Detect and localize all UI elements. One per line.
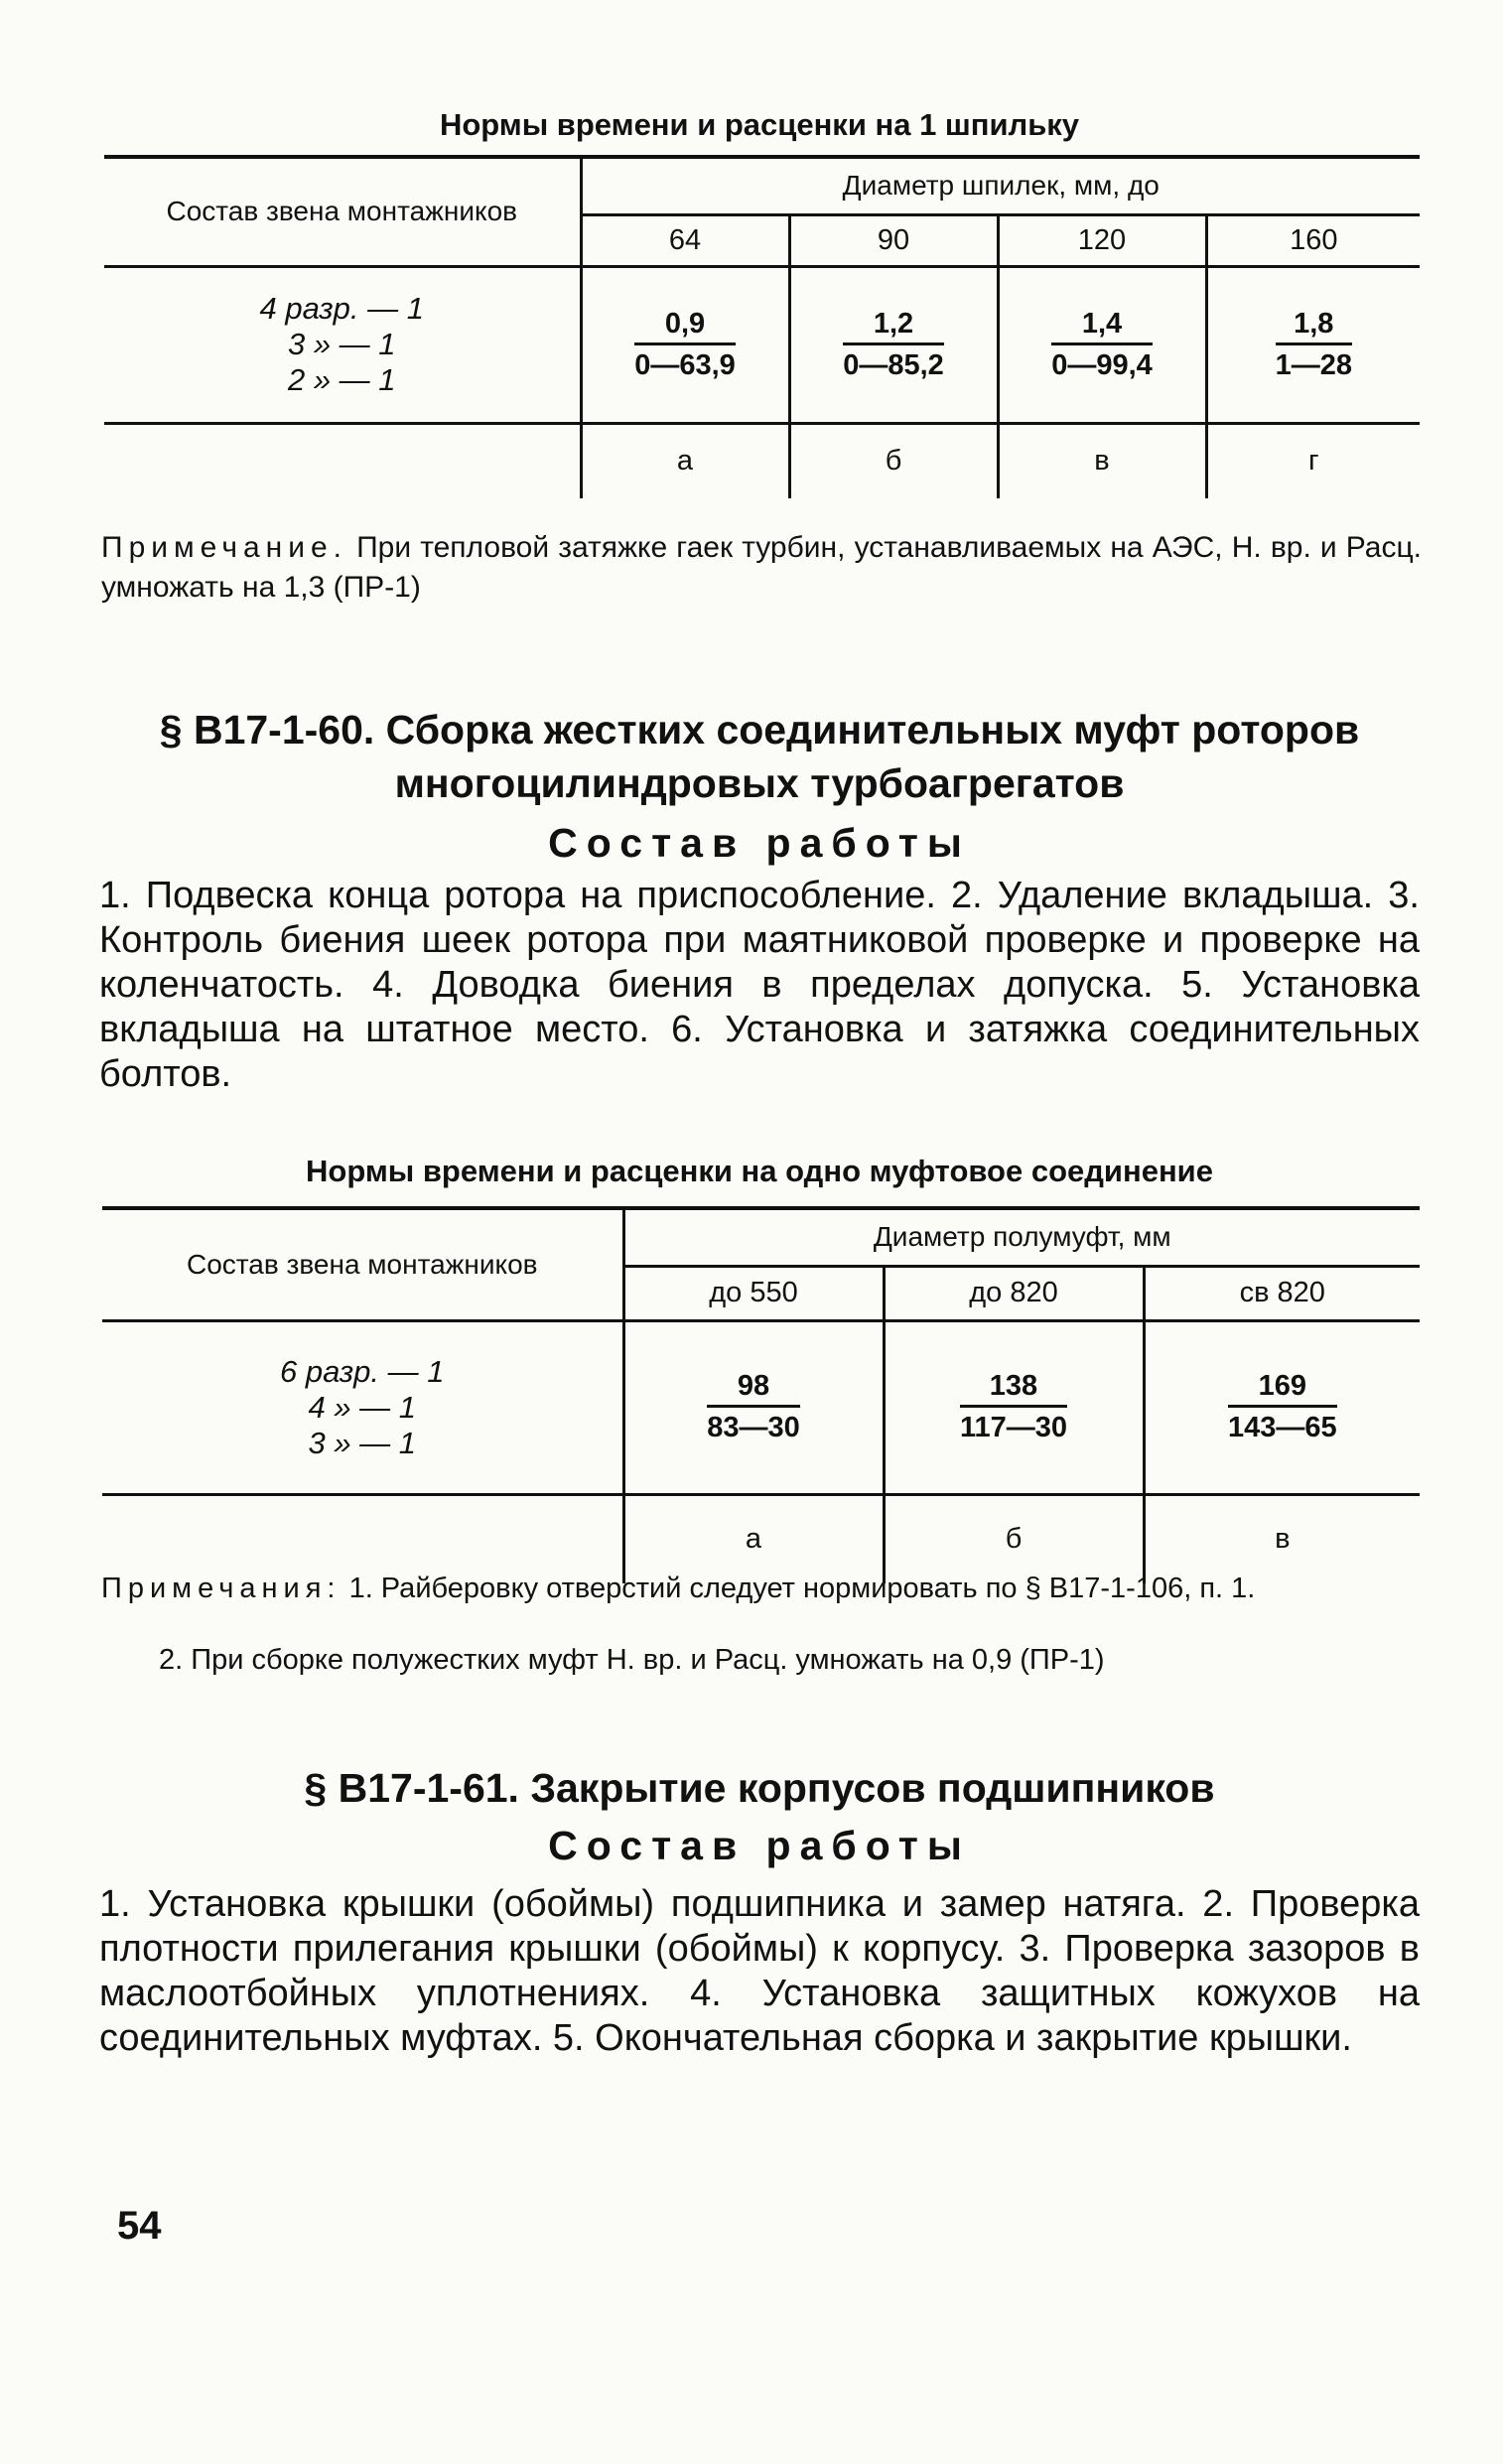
rate-value: 83—30	[707, 1412, 800, 1443]
norm-value: 1,4	[1051, 308, 1153, 345]
crew-row: 4 разр. — 1	[259, 291, 424, 326]
table1-caption: Нормы времени и расценки на 1 шпильку	[439, 107, 1080, 142]
section60-text: 1. Подвеска конца ротора на приспособление. 2. Удаление вкладыша. 3. Контроль биения шеек ротора при маятниковой проверке и проверке на коленчатость. 4. Доводка биения в пределах допуска. 5. Установка вкладыша на штатное место. 6. Установка и затяжка соединительных болтов.	[99, 875, 1420, 1095]
crew-row: 4 » — 1	[308, 1389, 417, 1425]
table2-value-v	[1144, 1320, 1420, 1494]
rate-value: 117—30	[959, 1412, 1068, 1443]
table1-value-v	[998, 266, 1206, 423]
table2	[102, 1206, 1420, 1583]
rate-value: 0—99,4	[1051, 348, 1153, 381]
crew-row: 6 разр. — 1	[280, 1353, 445, 1389]
table2-note-2: 2. При сборке полужестких муфт Н. вр. и Расц. умножать на 0,9 (ПР-1)	[159, 1644, 1105, 1676]
table1-crew-header: Состав звена монтажников	[166, 196, 518, 227]
section60-title: § В17-1-60. Сборка жестких соединительных муфт роторов многоцилиндровых турбоагрегатов	[159, 707, 1360, 806]
norm-value: 169	[1228, 1370, 1337, 1408]
rate-value: 1—28	[1275, 348, 1352, 381]
table2-value-b	[884, 1320, 1144, 1494]
table1-col-64: 64	[581, 214, 789, 266]
page-number: 54	[117, 2204, 162, 2248]
section61-title: § В17-1-61. Закрытие корпусов подшипников	[304, 1765, 1215, 1811]
table2-notes	[101, 1569, 1422, 1608]
table1-letter: г	[1206, 423, 1420, 498]
note-label: Примечание.	[101, 531, 347, 564]
table2-group-header: Диаметр полумуфт, мм	[623, 1208, 1420, 1266]
table2-value-a	[623, 1320, 884, 1494]
table1-value-a	[581, 266, 789, 423]
note-1: 1. Райберовку отверстий следует нормировать по § В17-1-106, п. 1.	[348, 1573, 1256, 1604]
table1-letter: в	[998, 423, 1206, 498]
table2-col-820: до 820	[884, 1266, 1144, 1320]
table2-col-550: до 550	[623, 1266, 884, 1320]
table1	[104, 155, 1420, 498]
table2-letter: в	[1144, 1494, 1420, 1583]
table2-letter: б	[884, 1494, 1144, 1583]
table2-crew-cell	[102, 1320, 623, 1494]
rate-value: 0—85,2	[843, 348, 944, 381]
crew-row: 3 » — 1	[287, 327, 396, 361]
crew-row: 3 » — 1	[308, 1425, 417, 1460]
table2-letter: а	[623, 1494, 884, 1583]
rate-value: 143—65	[1227, 1412, 1337, 1443]
norm-value: 1,2	[843, 308, 944, 345]
table1-group-header: Диаметр шпилек, мм, до	[581, 157, 1420, 214]
table1-value-g	[1206, 266, 1420, 423]
table1-col-90: 90	[789, 214, 998, 266]
notes-label: Примечания:	[101, 1573, 342, 1604]
table2-col-over-820: св 820	[1144, 1266, 1420, 1320]
table1-letter: б	[789, 423, 998, 498]
note-text: При тепловой затяжке гаек турбин, устанавливаемых на АЭС, Н. вр. и Расц. умножать на 1,3 (ПР-1)	[101, 531, 1422, 604]
table1-col-120: 120	[998, 214, 1206, 266]
norm-value: 98	[707, 1370, 800, 1408]
table2-caption: Нормы времени и расценки на одно муфтовое соединение	[306, 1154, 1213, 1188]
crew-row: 2 » — 1	[287, 362, 396, 397]
table1-letter-empty	[104, 423, 581, 498]
table1-col-160: 160	[1206, 214, 1420, 266]
table1-letter: а	[581, 423, 789, 498]
table2-crew-header: Состав звена монтажников	[186, 1248, 538, 1280]
norm-value: 138	[960, 1370, 1067, 1408]
table1-crew-cell	[104, 266, 581, 423]
rate-value: 0—63,9	[634, 348, 736, 381]
table1-value-b	[789, 266, 998, 423]
table1-note	[101, 528, 1422, 608]
norm-value: 1,8	[1276, 308, 1352, 345]
section61-text: 1. Установка крышки (обоймы) подшипника и замер натяга. 2. Проверка плотности прилегания крышки (обоймы) к корпусу. 3. Проверка зазоров в маслоотбойных уплотнениях. 4. Установка защитных кожухов на соединительных муфтах. 5. Окончательная сборка и закрытие крышки.	[99, 1883, 1420, 2059]
section61-subtitle: Состав работы	[548, 1823, 971, 1868]
norm-value: 0,9	[634, 308, 736, 345]
section60-subtitle: Состав работы	[548, 820, 971, 866]
